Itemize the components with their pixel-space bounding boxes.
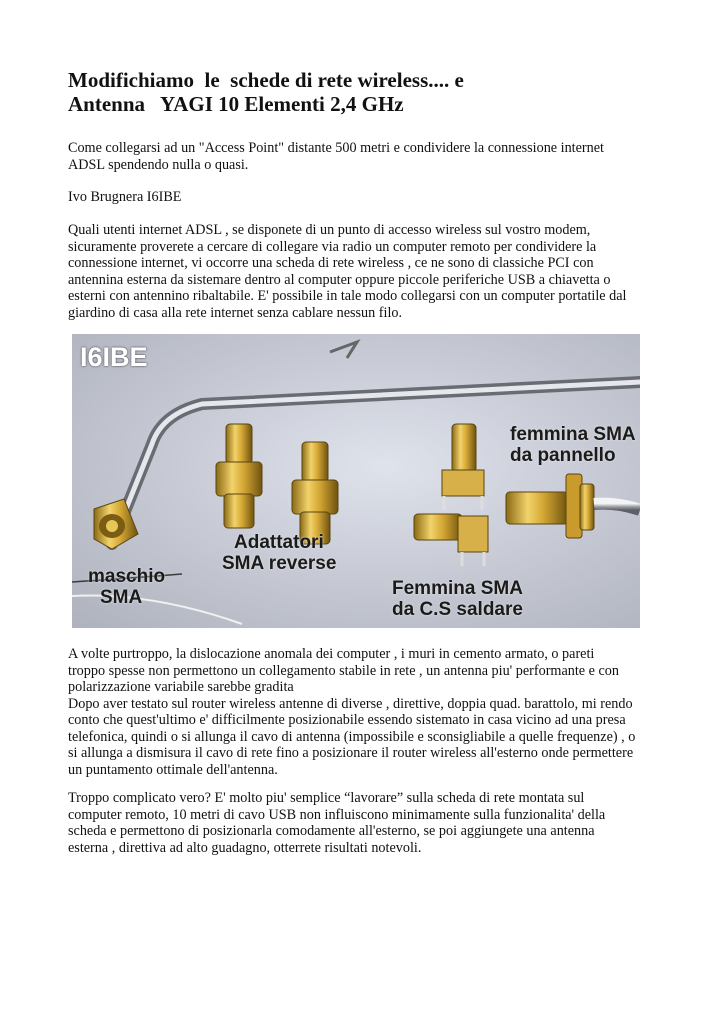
- photo-label-maschio: [88, 566, 165, 608]
- photo-label-line: Adattatori: [234, 532, 324, 553]
- photo-label-femmina-pannello: [510, 424, 636, 466]
- paragraph-line: Quali utenti internet ADSL , se disponete di un punto di accesso wireless sul vostro modem,: [68, 222, 591, 238]
- paragraph-3: [68, 790, 648, 856]
- intro-paragraph: [68, 140, 648, 173]
- photo-label-line: Femmina SMA: [392, 578, 523, 599]
- adapter-sma-reverse-2: [292, 442, 338, 544]
- paragraph-1: [68, 222, 648, 321]
- pcb-female-sma-2: [414, 514, 488, 566]
- paragraph-line: si allunga a dismisura il cavo di rete fino a posizionare il router wireless all'esterno onde permettere: [68, 745, 634, 761]
- photo-label-line: da C.S saldare: [392, 599, 523, 620]
- sma-connectors-photo: [72, 334, 640, 628]
- photo-label-adattatori: [222, 532, 336, 574]
- paragraph-line: sicuramente proverete a cercare di collegare via radio un computer remoto per condividere la: [68, 238, 597, 255]
- pcb-female-sma-1: [442, 424, 484, 510]
- photo-label-line: maschio: [88, 566, 166, 587]
- paragraph-line: computer remoto, 10 metri di cavo USB non influiscono minimamente sulla funzionalita' della: [68, 806, 606, 823]
- photo-label-line: SMA: [100, 587, 143, 608]
- adapter-sma-reverse-1: [216, 424, 262, 528]
- paragraph-2: [68, 646, 648, 778]
- photo-label-line: da pannello: [510, 445, 616, 466]
- intro-line: ADSL spendendo nulla o quasi.: [68, 156, 249, 173]
- author-line: [68, 189, 648, 206]
- title-line-1: Modifichiamo le schede di rete wireless.... e: [68, 68, 464, 92]
- paragraph-line: Troppo complicato vero? E' molto piu' semplice “lavorare” sulla scheda di rete montata sul: [68, 790, 585, 806]
- paragraph-line: scheda e permettono di posizionarla comodamente all'esterno, se poi aggiungete una antenna: [68, 823, 595, 839]
- paragraph-line: esterna , direttiva ad alto guadagno, otterrete risultati notevoli.: [68, 839, 422, 856]
- paragraph-line: un puntamento ottimale dell'antenna.: [68, 761, 278, 778]
- photo-callsign: I6IBE: [80, 342, 148, 372]
- author-name: Ivo Brugnera I6IBE: [68, 189, 182, 205]
- paragraph-line: antennina esterna da sistemare dentro al computer oppure piccole periferiche USB a chiavetta o: [68, 271, 611, 288]
- paragraph-line: conto che quest'ultimo e' difficilmente posizionabile essendo sistemato in casa vicino ad una presa: [68, 712, 626, 728]
- paragraph-line: esterni con antennino ribaltabile. E' possibile in tale modo collegarsi con un computer portatile dal: [68, 288, 627, 304]
- document-title: [68, 68, 648, 116]
- photo-label-line: femmina SMA: [510, 424, 636, 445]
- paragraph-line: connessione internet, vi occorre una scheda di rete wireless , ce ne sono di classiche PCI con: [68, 255, 594, 271]
- paragraph-line: A volte purtroppo, la dislocazione anomala dei computer , i muri in cemento armato, o pareti: [68, 646, 595, 662]
- paragraph-line: giardino di casa alla rete internet senza cablare nessun filo.: [68, 304, 403, 321]
- paragraph-line: telefonica, quindi o si allunga il cavo di antenna (impossibile e sconsigliabile a quelle frequenze) , o: [68, 728, 636, 745]
- panel-female-sma: [506, 474, 640, 538]
- paragraph-line: polarizzazione variabile sarebbe gradita: [68, 679, 294, 695]
- photo-label-line: SMA reverse: [222, 553, 337, 574]
- photo-label-femmina-cs: [392, 578, 523, 620]
- paragraph-line: troppo spesse non permettono un collegamento stabile in rete , un antenna piu' performante e con: [68, 662, 619, 679]
- title-line-2: Antenna YAGI 10 Elementi 2,4 GHz: [68, 92, 404, 116]
- intro-line: Come collegarsi ad un "Access Point" distante 500 metri e condividere la connessione internet: [68, 140, 604, 156]
- paragraph-line: Dopo aver testato sul router wireless antenne di diverse , direttive, doppia quad. barattolo, mi rendo: [68, 695, 633, 712]
- pin-detail: [330, 342, 357, 358]
